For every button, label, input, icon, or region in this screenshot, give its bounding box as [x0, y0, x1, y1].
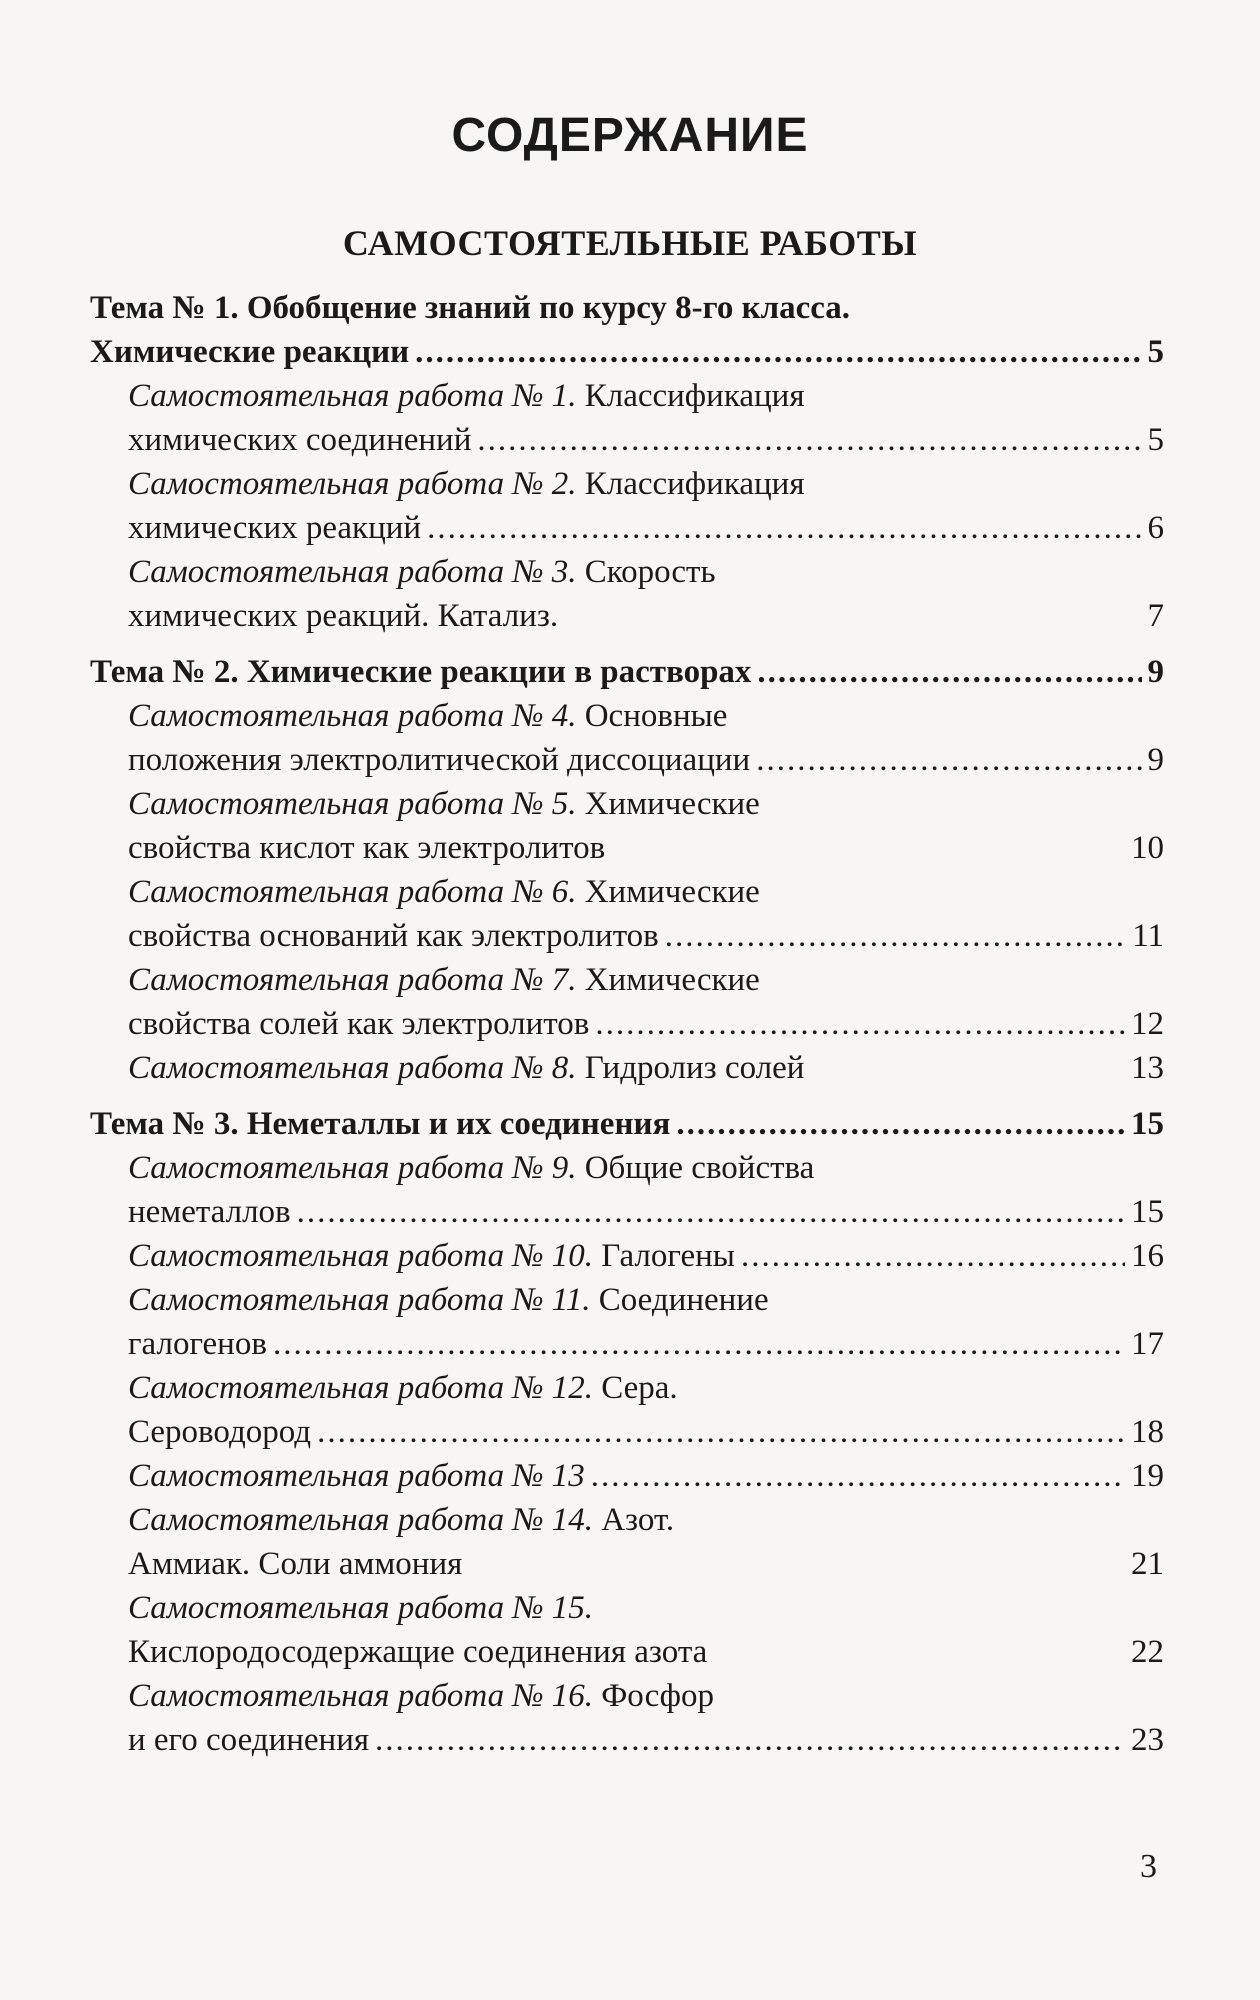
- toc-entry-title: Химические: [576, 874, 760, 910]
- toc-entry-11-line-1: [128, 1278, 1164, 1322]
- toc-entry-title: Фосфор: [592, 1678, 715, 1714]
- toc-entry-label: Самостоятельная работа № 3.: [128, 554, 577, 590]
- toc-entry-label: Самостоятельная работа № 7.: [128, 962, 577, 998]
- page-title: СОДЕРЖАНИЕ: [451, 109, 809, 162]
- toc-page-number: 5: [1147, 422, 1164, 458]
- toc-topic-3: [90, 1102, 1164, 1146]
- toc-entry-title-cont: и его соединения: [128, 1722, 370, 1758]
- toc-entry-5-line-1: [128, 782, 1164, 826]
- toc-page-number: 15: [1131, 1194, 1164, 1230]
- toc-entry-title-cont: химических реакций. Катализ.: [128, 598, 559, 634]
- toc-entry-title: Классификация: [576, 378, 805, 414]
- toc-entry-1-line-1: [128, 374, 1164, 418]
- toc-entry-14-line-2: [128, 1542, 1164, 1586]
- toc-topic-1-title-cont: Химические реакции: [90, 334, 410, 370]
- page-number: 3: [1140, 1848, 1157, 1885]
- toc-page-number: 21: [1131, 1546, 1164, 1582]
- toc-entry-title: Азот.: [592, 1502, 675, 1538]
- toc-page-number: 11: [1132, 918, 1164, 954]
- toc-entry-12-line-1: [128, 1366, 1164, 1410]
- toc-entry-label: Самостоятельная работа № 11.: [128, 1282, 591, 1318]
- toc-page-number: 5: [1147, 334, 1164, 370]
- toc-page-number: 17: [1131, 1326, 1164, 1362]
- toc-entry-title: Сера.: [592, 1370, 678, 1406]
- dot-leader: [595, 1002, 1125, 1046]
- toc-entry-label: Самостоятельная работа № 1.: [128, 378, 577, 414]
- toc-entry-title-cont: свойства кислот как электролитов: [128, 830, 606, 866]
- toc-page-number: 15: [1131, 1106, 1164, 1142]
- toc-page-number: 7: [1147, 598, 1164, 634]
- toc-entry-label: Самостоятельная работа № 8.: [128, 1050, 577, 1086]
- toc-entry-label: Самостоятельная работа № 4.: [128, 698, 577, 734]
- toc-page-number: 22: [1131, 1634, 1164, 1670]
- toc-topic-1-title: Тема № 1. Обобщение знаний по курсу 8-го класса.: [90, 290, 851, 326]
- dot-leader: [676, 1102, 1125, 1146]
- toc-page-number: 23: [1131, 1722, 1164, 1758]
- dot-leader: [591, 1454, 1125, 1498]
- toc-entry-9-line-1: [128, 1146, 1164, 1190]
- dot-leader: [477, 418, 1141, 462]
- toc-page-number: 9: [1147, 742, 1164, 778]
- toc-topic-2-title: Тема № 2. Химические реакции в растворах: [90, 654, 752, 690]
- toc-page-number: 10: [1131, 830, 1164, 866]
- toc-entry-title-cont: неметаллов: [128, 1194, 291, 1230]
- section-title: САМОСТОЯТЕЛЬНЫЕ РАБОТЫ: [342, 223, 918, 263]
- toc-entry-label: Самостоятельная работа № 6.: [128, 874, 577, 910]
- toc-page-number: 18: [1131, 1414, 1164, 1450]
- toc-topic-1-line-1: [90, 286, 1164, 330]
- toc-entry-title-cont: Кислородосодержащие соединения азота: [128, 1634, 708, 1670]
- toc-topic-2: [90, 650, 1164, 694]
- toc-entry-4-line-1: [128, 694, 1164, 738]
- toc-page-number: 16: [1131, 1238, 1164, 1274]
- toc-entry-2-line-1: [128, 462, 1164, 506]
- toc-entry-title-cont: Сероводород: [128, 1414, 312, 1450]
- toc-entry-title: Соединение: [590, 1282, 769, 1318]
- toc-entry-10: [128, 1234, 1164, 1278]
- toc-entry-4-line-2: [128, 738, 1164, 782]
- toc-entry-label: Самостоятельная работа № 15.: [128, 1590, 593, 1626]
- toc-entry-3-line-1: [128, 550, 1164, 594]
- toc-entry-8: [128, 1046, 1164, 1090]
- toc-entry-label: Самостоятельная работа № 14.: [128, 1502, 593, 1538]
- toc-entry-title-cont: свойства оснований как электролитов: [128, 918, 659, 954]
- toc-entry-13: [128, 1454, 1164, 1498]
- dot-leader: [297, 1190, 1125, 1234]
- toc-entry-label: Самостоятельная работа № 16.: [128, 1678, 593, 1714]
- dot-leader: [427, 506, 1141, 550]
- toc-entry-15-line-1: [128, 1586, 1164, 1630]
- toc-page-number: 12: [1131, 1006, 1164, 1042]
- toc-topic-3-title: Тема № 3. Неметаллы и их соединения: [90, 1106, 671, 1142]
- toc-entry-label: Самостоятельная работа № 5.: [128, 786, 577, 822]
- dot-leader: [756, 738, 1141, 782]
- dot-leader: [741, 1234, 1125, 1278]
- toc-entry-3-line-2: [128, 594, 1164, 638]
- toc-entry-16-line-2: [128, 1718, 1164, 1762]
- toc-page-number: 13: [1131, 1050, 1164, 1086]
- toc-entry-title: Химические: [576, 786, 760, 822]
- toc-entry-1-line-2: [128, 418, 1164, 462]
- dot-leader: [757, 650, 1141, 694]
- toc-entry-title: Химические: [576, 962, 760, 998]
- toc-entry-6-line-1: [128, 870, 1164, 914]
- toc-entry-15-line-2: [128, 1630, 1164, 1674]
- toc-entry-label: Самостоятельная работа № 10.: [128, 1238, 593, 1274]
- toc-entry-title: Классификация: [576, 466, 805, 502]
- toc-entry-5-line-2: [128, 826, 1164, 870]
- toc-topic-1-line-2: [90, 330, 1164, 374]
- dot-leader: [665, 914, 1126, 958]
- toc-entry-6-line-2: [128, 914, 1164, 958]
- toc-entry-7-line-1: [128, 958, 1164, 1002]
- toc-entry-title-cont: химических соединений: [128, 422, 472, 458]
- toc-entry-label: Самостоятельная работа № 13: [128, 1458, 585, 1494]
- toc-entry-title: Галогены: [592, 1238, 735, 1274]
- toc-page-number: 9: [1147, 654, 1164, 690]
- toc-entry-title: Гидролиз солей: [576, 1050, 805, 1086]
- dot-leader: [415, 330, 1141, 374]
- toc-entry-14-line-1: [128, 1498, 1164, 1542]
- toc-page-number: 6: [1147, 510, 1164, 546]
- toc-entry-title-cont: свойства солей как электролитов: [128, 1006, 590, 1042]
- toc-entry-label: Самостоятельная работа № 9.: [128, 1150, 577, 1186]
- toc-entry-title-cont: галогенов: [128, 1326, 267, 1362]
- toc-entry-2-line-2: [128, 506, 1164, 550]
- toc-entry-title: Общие свойства: [576, 1150, 815, 1186]
- toc-entry-title: Основные: [576, 698, 728, 734]
- toc-entry-label: Самостоятельная работа № 12.: [128, 1370, 593, 1406]
- dot-leader: [317, 1410, 1125, 1454]
- dot-leader: [273, 1322, 1125, 1366]
- toc-entry-title-cont: Аммиак. Соли аммония: [128, 1546, 463, 1582]
- toc-entry-11-line-2: [128, 1322, 1164, 1366]
- toc-entry-7-line-2: [128, 1002, 1164, 1046]
- toc-entry-title-cont: химических реакций: [128, 510, 422, 546]
- toc-entry-16-line-1: [128, 1674, 1164, 1718]
- toc-entry-title-cont: положения электролитической диссоциации: [128, 742, 751, 778]
- dot-leader: [375, 1718, 1125, 1762]
- toc-entry-9-line-2: [128, 1190, 1164, 1234]
- toc-entry-label: Самостоятельная работа № 2.: [128, 466, 577, 502]
- toc-entry-12-line-2: [128, 1410, 1164, 1454]
- toc-entry-title: Скорость: [576, 554, 716, 590]
- toc-page-number: 19: [1131, 1458, 1164, 1494]
